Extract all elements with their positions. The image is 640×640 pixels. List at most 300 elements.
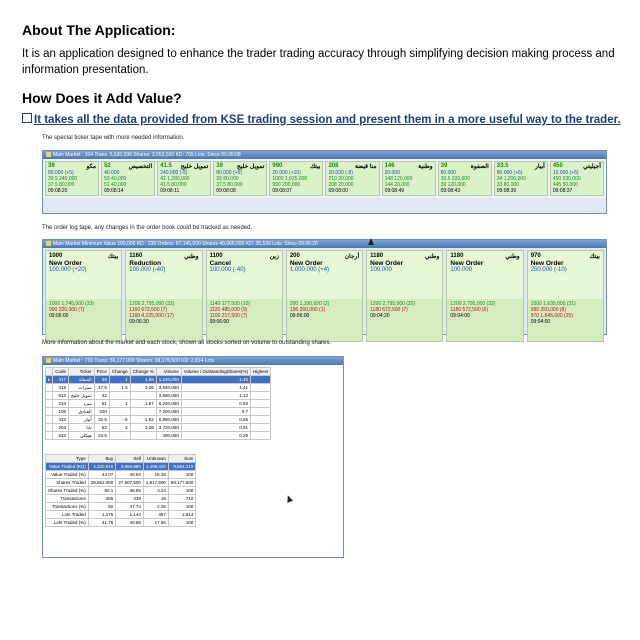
order-top [528,251,603,299]
order-book [447,299,522,341]
stocks-table [45,367,271,440]
table-row[interactable] [46,384,271,392]
table-cell: 50 [88,503,116,511]
ticker-level-1: 1000 1,625,000 [272,176,308,182]
table-cell: Lots Traded (%) [46,519,89,527]
order-price: 1000 [49,253,63,259]
ticker-level-1: 53 40,000 [104,176,127,182]
mouse-cursor-icon [368,238,374,245]
table-cell: Value Traded (KD) [46,463,89,471]
ticker-price: 39 [48,163,55,169]
summary-row[interactable] [46,495,196,503]
table-cell: مبرد [69,400,95,408]
table-cell [251,424,271,432]
table-cell: 1.69 [130,376,156,384]
table-cell: هيكلي [69,432,95,440]
summary-table [45,454,196,527]
order-book-level: 200 1,100,000 (2) [289,301,330,307]
table-cell: 3,840,000 [156,384,181,392]
order-book-level: 990 350,000 (8) [530,307,566,313]
ticker-level-2: 41.5 80,000 [160,182,187,188]
ticker-name: وطنية [418,164,433,170]
table-cell: 17.66 [143,519,168,527]
table-cell: 1.12 [181,392,250,400]
order-book [46,299,121,341]
table-cell: 2.25 [143,503,168,511]
table-cell: 1,917,500 [143,479,168,487]
order-top [287,251,362,299]
table-cell: 813 [53,392,69,400]
order-book-level: 1120 485,000 (9) [209,307,248,313]
ticker-tile[interactable] [157,161,211,196]
table-row[interactable] [46,376,271,384]
table-cell: 39 [94,376,109,384]
table-cell: 1,240,000 [156,376,181,384]
ticker-price: 33.5 [496,163,509,169]
table-cell: 3.28 [130,424,156,432]
ticker-price: 39 [216,163,223,169]
ticker-name: أبيار [534,164,545,170]
order-type: Reduction [129,260,162,267]
caption-orders: The order log tape, any changes in the order book could be tracked as needed. [42,225,253,231]
order-book [528,299,603,341]
ticker-window [42,150,607,214]
order-quantity: 250.000 (-10) [530,267,567,273]
table-cell: 46.65 [116,487,144,495]
ticker-strip [43,159,606,198]
ticker-volume: 20.000 (+10) [272,170,301,176]
order-book-level: 196 260,000 (1) [289,307,326,313]
column-header[interactable]: Change % [130,368,156,376]
table-cell: Lots Traded [46,511,89,519]
table-cell: 203 [53,424,69,432]
order-tile[interactable] [286,250,363,342]
ticker-name: أجيليتي [583,164,601,170]
table-cell: 220 [94,408,109,416]
table-cell: 47.5 [94,384,109,392]
table-cell [109,432,130,440]
ticker-time: 09:08:43 [440,188,461,194]
ticker-volume: 80.000 (+5) [496,170,523,176]
table-cell: 40.58 [116,519,144,527]
ticker-level-2: 33 80,000 [496,182,519,188]
ticker-name: الصفوة [470,164,489,170]
table-cell: 415 [53,384,69,392]
market-title: Main Market : 710 Trans: 56,177,000 Shares: 38,176,500 KD: 2,814 Lots [53,358,215,364]
ticker-time: 09:08:07 [272,188,292,194]
table-cell: 63 [94,424,109,432]
table-cell: 1 [109,376,130,384]
ticker-time: 09:08:49 [384,188,405,194]
ticker-time: 09:08:08 [216,188,236,194]
table-cell: 32.5 [94,416,109,424]
order-book-level: 1140 177,500 (10) [209,301,251,307]
order-quantity: 100.000 (-40) [209,267,246,273]
table-cell [109,392,130,400]
table-row[interactable] [46,400,271,408]
row-marker [46,424,53,432]
ticker-time: 09:08:14 [104,188,124,194]
order-type: New Order [530,260,564,267]
order-book-level: 1000 1,635,000 (31) [530,301,576,307]
order-tile[interactable] [527,250,604,342]
ticker-tile[interactable] [494,161,548,196]
order-tile[interactable] [446,250,523,342]
table-cell: 0.83 [181,400,250,408]
table-cell: 234 [53,400,69,408]
ticker-head [385,163,433,170]
table-cell: تمويل خليج [69,392,95,400]
order-tile[interactable] [125,250,202,342]
ticker-level-2: 39 120,000 [440,182,466,188]
table-cell: 42 [94,392,109,400]
order-book [367,299,442,341]
table-cell: 400,000 [156,432,181,440]
row-marker [46,400,53,408]
table-cell: 1,142 [116,511,144,519]
order-price: 970 [530,253,541,259]
orders-title: Main Market Minimum Value 100,000 KD : 230 Orders: 67,145,000 Shares 49,066,550 KD: 35,530 Lots: Since 09:06:20 [53,241,318,247]
column-header[interactable]: Buy [88,455,116,463]
order-book-level: 970 1,645,000 (25) [530,313,573,319]
table-cell: 41.75 [88,519,116,527]
ticker-volume: 20.000 (-8) [328,170,353,176]
ticker-name: التخصيص [128,164,153,170]
order-time: 09:04:00 [530,319,551,325]
ticker-head [441,163,489,170]
order-book-level: 1160 672,500 (7) [129,307,167,313]
checkbox-bullet-icon [22,113,32,123]
column-header[interactable]: Sum [168,455,196,463]
summary-row[interactable] [46,511,196,519]
order-head [49,253,118,260]
table-cell: 1.67 [130,400,156,408]
column-header[interactable]: Type [46,455,89,463]
order-book-level: 1180 572,500 (6) [450,307,489,313]
ticker-level-1: 42 1,280,000 [160,176,190,182]
column-header[interactable]: Change [109,368,130,376]
ticker-level-1: 39.5 240,000 [48,176,78,182]
column-header[interactable]: Volume [156,368,181,376]
summary-row[interactable] [46,471,196,479]
column-header[interactable]: Volume / OutstandingShares(%) [181,368,250,376]
table-cell: 100 [168,503,196,511]
orders-window [42,239,607,335]
ticker-head [104,163,152,170]
order-time: 09:06:00 [289,313,310,319]
column-header[interactable]: Unknown [143,455,168,463]
row-marker-header [46,368,53,376]
ticker-tile[interactable] [438,161,492,196]
table-cell [109,408,130,416]
order-price: 1100 [209,253,223,259]
table-cell: 4,320,810 [88,463,116,471]
table-cell: 50.1 [88,487,116,495]
ticker-titlebar[interactable] [43,151,606,159]
summary-row[interactable] [46,463,196,471]
table-cell: 1.45 [181,376,250,384]
table-cell [251,376,271,384]
table-cell: Value Traded (%) [46,471,89,479]
order-type: New Order [289,260,323,267]
ticker-level-2: 51 40,000 [104,182,127,188]
table-row[interactable] [46,424,271,432]
ticker-head [328,163,376,170]
order-top [447,251,522,299]
ticker-name: تمويل خليج [180,164,209,170]
table-cell: 28,652,000 [88,479,116,487]
order-price: 1180 [450,253,464,259]
ticker-time: 09:08:20 [48,188,68,194]
table-cell: 432 [53,416,69,424]
ticker-title: Main Market : 104 Trans: 5,520,000 Shares: 2,653,500 KD: 755 Lots: Since 09:26:08 [53,152,241,158]
ticker-level-1: 148 120,000 [384,176,413,182]
table-cell: 47.74 [116,503,144,511]
ticker-level-1: 210 20,000 [328,176,354,182]
table-cell: 61 [94,400,109,408]
table-cell [130,432,156,440]
table-cell: 710 [168,495,196,503]
table-cell: 9,804,210 [168,463,196,471]
ticker-level-1: 39.5 320,000 [440,176,470,182]
market-titlebar[interactable] [43,357,343,365]
order-top [367,251,442,299]
column-header[interactable]: Code [53,368,69,376]
table-row[interactable] [46,408,271,416]
table-cell: 3,720,000 [156,424,181,432]
order-time: 09:04:00 [450,313,470,319]
ticker-volume: 80.000 [440,170,456,176]
table-cell: 339 [116,495,144,503]
table-cell: 0.29 [181,432,250,440]
order-type: Cancel [209,260,231,267]
ticker-head [48,163,96,170]
caption-ticker: The special ticker tape with more needed information. [42,135,185,141]
app-icon [46,358,51,363]
ticker-tile[interactable] [213,161,267,196]
table-cell: 417 [53,376,69,384]
order-book-level: 1200 2,795,000 (32) [129,301,175,307]
ticker-time: 09:08:37 [552,188,573,194]
table-cell [251,400,271,408]
table-row[interactable] [46,416,271,424]
ticker-volume: 40.000 [104,170,120,176]
ticker-level-2: 144 20,000 [384,182,410,188]
table-cell: 497 [143,511,168,519]
caption-market: More information about the market and each stock, shown all stocks sorted on volume to outstanding shares. [42,340,332,346]
ticker-level-1: 39 80,000 [216,176,239,182]
order-quantity: 100.000 (-40) [129,267,166,273]
column-header[interactable]: Ticker [69,368,95,376]
order-tile[interactable] [45,250,122,342]
table-cell: 1.41 [181,384,250,392]
table-cell: Transactions (%) [46,503,89,511]
table-cell: 1.5 [109,384,130,392]
orders-titlebar[interactable] [43,240,606,248]
column-header[interactable]: Highest [251,368,271,376]
ticker-volume: 20.000 [384,170,400,176]
ticker-volume: 10.000 (+5) [552,170,579,176]
order-book [126,299,201,341]
ticker-tile[interactable] [269,161,323,196]
order-time: 09:06:00 [209,319,230,325]
table-cell: 2,814 [168,511,196,519]
table-cell: 3.24 [143,487,168,495]
order-price: 1180 [370,253,384,259]
table-cell [251,392,271,400]
order-price: 200 [289,253,300,259]
table-cell: 24.5 [94,432,109,440]
order-top [126,251,201,299]
row-marker [46,408,53,416]
table-cell: أبيار [69,416,95,424]
ticker-tile[interactable] [101,161,155,196]
order-head [210,253,279,260]
ticker-price: 450 [552,163,563,169]
table-cell: 1 [109,400,130,408]
table-cell [251,384,271,392]
order-name: وطني [424,254,440,260]
order-quantity: 100.000 [450,267,473,273]
table-cell: 1,498,420 [143,463,168,471]
ticker-volume: 240.000 (-5) [160,170,188,176]
order-name: وطني [505,254,520,260]
table-cell: 100 [168,471,196,479]
table-cell: 0.65 [181,416,250,424]
column-header[interactable]: Price [94,368,109,376]
table-cell: الصفاة [69,376,95,384]
table-cell: 0.7 [181,408,250,416]
ticker-tile[interactable] [550,161,604,196]
order-quantity: 1.000.000 (+4) [289,267,330,273]
order-name: أرجان [344,254,360,260]
order-name: وطني [184,254,199,260]
order-book-level: 1180 672,500 (7) [370,307,408,313]
order-book-level: 1000 1,745,000 (33) [49,301,95,307]
table-cell: 16 [143,495,168,503]
ticker-head [553,163,601,170]
row-marker [46,432,53,440]
order-book-level: 1200 2,795,000 (32) [370,301,416,307]
order-book-level: 1100 217,500 (7) [209,313,248,319]
order-book [287,299,362,341]
order-name: زين [269,254,279,260]
ticker-level-2: 208 20,000 [328,182,354,188]
summary-row[interactable] [46,479,196,487]
table-cell: 3,984,880 [116,463,144,471]
table-cell: Shares Traded (%) [46,487,89,495]
app-icon [46,241,51,246]
summary-row[interactable] [46,519,196,527]
order-price: 1160 [129,253,143,259]
row-marker [46,416,53,424]
table-cell [251,408,271,416]
table-cell: 40.64 [116,471,144,479]
table-cell [130,408,156,416]
table-row[interactable] [46,392,271,400]
order-name: بيتك [589,254,600,260]
order-book-level: 1200 2,795,000 (32) [450,301,496,307]
table-cell [251,432,271,440]
table-cell: 0.51 [181,424,250,432]
ticker-volume: 80.000 (+5) [216,170,242,176]
order-tile[interactable] [366,250,443,342]
ticker-head [216,163,264,170]
order-head [129,253,198,260]
value-bullet [22,113,621,126]
table-cell: 100 [168,487,196,495]
ticker-price: 39 [440,163,448,169]
intro-paragraph: It is an application designed to enhance the trader trading accuracy through simplifying decision making process and information presentation. [22,48,615,76]
table-cell: Transactions [46,495,89,503]
ticker-level-2: 990 200,000 [272,182,301,188]
app-icon [46,152,51,157]
table-cell [130,392,156,400]
order-head [531,253,600,260]
table-cell: الفنادق [69,408,95,416]
summary-row[interactable] [46,487,196,495]
order-tile[interactable] [206,250,283,342]
table-cell: 27,607,500 [116,479,144,487]
market-window [42,356,344,558]
ticker-price: 208 [328,163,339,169]
table-cell: -1.52 [130,416,156,424]
stocks-header-row [46,368,271,376]
table-row[interactable] [46,432,271,440]
summary-row[interactable] [46,503,196,511]
orders-strip [43,248,606,344]
table-cell: 6,240,000 [156,400,181,408]
order-top [207,251,282,299]
order-quantity: 100.000 (+20) [49,267,87,273]
order-name: بيتك [107,254,119,260]
table-cell: 106 [53,408,69,416]
table-cell: 355 [88,495,116,503]
ticker-level-2: 445 50,000 [552,182,578,188]
order-head [290,253,359,260]
order-book-level: 990 320,000 (7) [49,307,85,313]
column-header[interactable]: Sell [116,455,144,463]
table-cell: نابا [69,424,95,432]
table-cell: 15.28 [143,471,168,479]
ticker-volume: 80.000 (+5) [48,170,74,176]
order-time: 09:06:00 [49,313,69,319]
table-cell: 6,960,000 [156,416,181,424]
ticker-time: 09:08:00 [328,188,348,194]
table-cell [251,416,271,424]
ticker-time: 09:08:11 [160,188,180,194]
table-cell: 44.07 [88,471,116,479]
table-cell: 58,177,500 [168,479,196,487]
ticker-tile[interactable] [325,161,379,196]
ticker-tile[interactable] [45,161,99,196]
ticker-time: 09:08:39 [496,188,517,194]
ticker-name: منا قيضة [354,164,377,170]
row-marker [46,384,53,392]
order-head [370,253,439,260]
ticker-tile[interactable] [382,161,436,196]
ticker-name: بيتك [310,164,321,170]
order-type: New Order [370,260,403,267]
ticker-head [160,163,208,170]
ticker-level-2: 37.5 80,000 [48,182,75,188]
order-time: 09:04:20 [370,313,390,319]
ticker-head [272,163,320,170]
bullet-text: It takes all the data provided from KSE trading session and present them in a more useful way to the trader. [34,114,621,126]
table-cell: 7,200,000 [156,408,181,416]
order-type: New Order [450,260,484,267]
order-quantity: 100.000 [370,267,392,273]
